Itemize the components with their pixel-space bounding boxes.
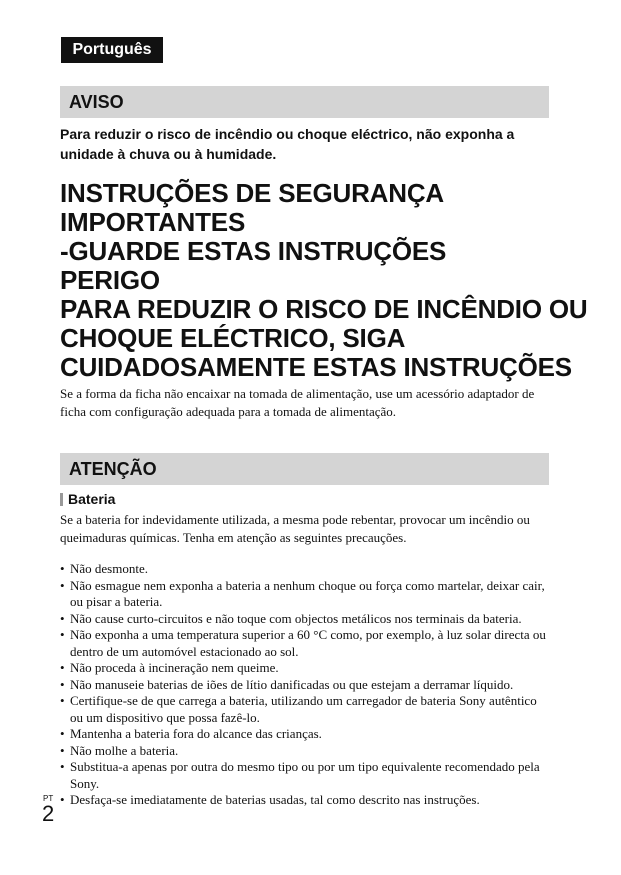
list-item: • Substitua-a apenas por outra do mesmo tipo ou por um tipo equivalente recomendado pela Sony. bbox=[60, 759, 550, 792]
battery-precautions-list bbox=[60, 561, 550, 809]
safety-heading-line: IMPORTANTES bbox=[60, 207, 246, 237]
safety-heading bbox=[60, 178, 588, 382]
safety-heading-line: CHOQUE ELÉCTRICO, SIGA bbox=[60, 323, 406, 353]
list-item: • Não esmague nem exponha a bateria a nenhum choque ou força como martelar, deixar cair, ou pisar a bateria. bbox=[60, 578, 550, 611]
atencao-header: ATENÇÃO bbox=[60, 453, 549, 485]
page-language-label: PT bbox=[43, 794, 54, 803]
list-item: • Não molhe a bateria. bbox=[60, 743, 550, 760]
safety-heading-line: CUIDADOSAMENTE ESTAS INSTRUÇÕES bbox=[60, 352, 572, 382]
list-item: • Desfaça-se imediatamente de baterias usadas, tal como descrito nas instruções. bbox=[60, 792, 550, 809]
subheading-bar bbox=[60, 493, 63, 506]
list-item: • Não cause curto-circuitos e não toque com objectos metálicos nos terminais da bateria. bbox=[60, 611, 550, 628]
list-item: • Mantenha a bateria fora do alcance das crianças. bbox=[60, 726, 550, 743]
aviso-text: Para reduzir o risco de incêndio ou choque eléctrico, não exponha a unidade à chuva ou à humidade. bbox=[60, 126, 515, 162]
list-item: • Não desmonte. bbox=[60, 561, 550, 578]
list-item: • Não manuseie baterias de iões de lítio danificadas ou que estejam a derramar líquido. bbox=[60, 677, 550, 694]
battery-subheading-label: Bateria bbox=[68, 491, 116, 507]
language-tab: Português bbox=[61, 37, 163, 63]
aviso-header: AVISO bbox=[60, 86, 549, 118]
safety-heading-line: PARA REDUZIR O RISCO DE INCÊNDIO OU bbox=[60, 294, 588, 324]
battery-intro: Se a bateria for indevidamente utilizada, a mesma pode rebentar, provocar um incêndio ou queimaduras químicas. Tenha em atenção as seguintes precauções. bbox=[60, 512, 530, 545]
plug-adapter-text: Se a forma da ficha não encaixar na tomada de alimentação, use um acessório adaptador de ficha com configuração adequada para a tomada de alimentação. bbox=[60, 386, 535, 419]
list-item: • Certifique-se de que carrega a bateria, utilizando um carregador de bateria Sony autêntico ou um dispositivo que possa fazê-lo. bbox=[60, 693, 550, 726]
page-number: 2 bbox=[42, 801, 55, 826]
safety-heading-line: -GUARDE ESTAS INSTRUÇÕES bbox=[60, 236, 447, 266]
battery-subheading bbox=[60, 491, 115, 507]
safety-heading-line: INSTRUÇÕES DE SEGURANÇA bbox=[60, 178, 444, 208]
safety-heading-line: PERIGO bbox=[60, 265, 160, 295]
list-item: • Não exponha a uma temperatura superior a 60 °C como, por exemplo, à luz solar directa ou dentro de um automóvel estacionado ao sol. bbox=[60, 627, 550, 660]
list-item: • Não proceda à incineração nem queime. bbox=[60, 660, 550, 677]
